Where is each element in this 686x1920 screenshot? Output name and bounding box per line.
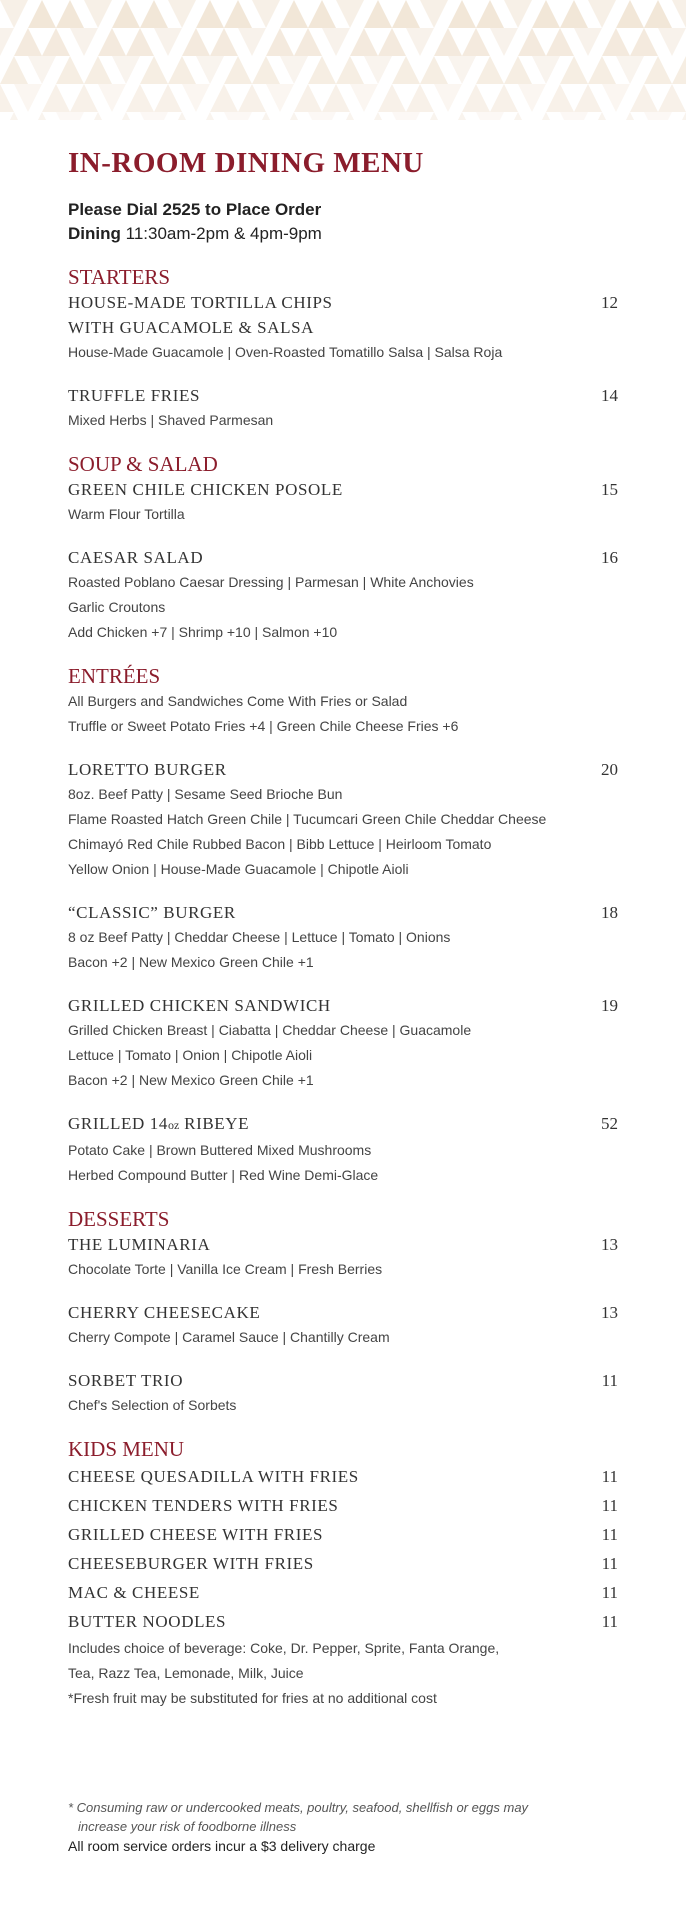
pattern-triangle — [56, 56, 84, 84]
decorative-header-pattern — [0, 0, 686, 120]
pattern-triangle — [126, 28, 154, 56]
entrees-note-line: All Burgers and Sandwiches Come With Fries or Salad — [68, 693, 408, 709]
pattern-triangle — [588, 0, 616, 28]
pattern-triangle — [406, 84, 434, 112]
pattern-triangle — [434, 84, 462, 112]
kids-beverage-note: Includes choice of beverage: Coke, Dr. Pepper, Sprite, Fanta Orange, — [68, 1640, 500, 1656]
pattern-triangle — [532, 56, 560, 84]
item-description: Cherry Compote | Caramel Sauce | Chantilly Cream — [68, 1329, 390, 1345]
pattern-triangle — [574, 28, 602, 56]
item-description: Garlic Croutons — [68, 599, 166, 615]
pattern-triangle — [140, 0, 168, 28]
item-addons: Bacon +2 | New Mexico Green Chile +1 — [68, 1072, 314, 1088]
pattern-triangle — [616, 112, 644, 120]
pattern-triangle — [70, 28, 98, 56]
pattern-triangle — [406, 28, 434, 56]
pattern-triangle — [224, 0, 252, 28]
pattern-triangle — [42, 84, 70, 112]
menu-item-loretto-burger — [68, 757, 618, 882]
pattern-triangle — [476, 0, 504, 28]
item-price: 14 — [601, 386, 618, 405]
item-name: CAESAR SALAD — [68, 548, 204, 567]
pattern-triangle — [308, 112, 336, 120]
section-heading-kids: KIDS MENU — [68, 1437, 185, 1461]
item-price: 11 — [601, 1554, 618, 1573]
pattern-triangle — [672, 56, 686, 84]
entrees-note-line: Truffle or Sweet Potato Fries +4 | Green Chile Cheese Fries +6 — [68, 718, 459, 734]
item-name: LORETTO BURGER — [68, 760, 227, 779]
pattern-triangle — [0, 84, 14, 112]
pattern-triangle — [182, 84, 210, 112]
pattern-triangle — [560, 0, 588, 28]
footer — [68, 1798, 628, 1856]
pattern-triangle — [294, 28, 322, 56]
item-price: 11 — [601, 1612, 618, 1631]
pattern-triangle — [56, 112, 84, 120]
pattern-triangle — [224, 56, 252, 84]
pattern-triangle — [0, 112, 28, 120]
pattern-triangle — [308, 0, 336, 28]
pattern-triangle — [602, 28, 630, 56]
item-name-part: RIBEYE — [179, 1114, 250, 1133]
pattern-triangle — [336, 56, 364, 84]
pattern-triangle — [546, 28, 574, 56]
pattern-triangle — [56, 0, 84, 28]
pattern-triangle — [630, 84, 658, 112]
item-name: GREEN CHILE CHICKEN POSOLE — [68, 480, 343, 499]
item-price: 11 — [601, 1467, 618, 1486]
pattern-triangle — [70, 84, 98, 112]
pattern-triangle — [504, 0, 532, 28]
pattern-triangle — [644, 0, 672, 28]
pattern-triangle — [84, 56, 112, 84]
item-name: HOUSE-MADE TORTILLA CHIPS — [68, 293, 333, 312]
pattern-triangle — [518, 28, 546, 56]
menu-item-caesar-salad — [68, 545, 618, 645]
pattern-triangle — [238, 84, 266, 112]
item-name: BUTTER NOODLES — [68, 1612, 227, 1631]
pattern-triangle — [532, 112, 560, 120]
kids-item — [68, 1549, 618, 1578]
item-name: TRUFFLE FRIES — [68, 386, 201, 405]
menu-item-posole — [68, 477, 618, 527]
pattern-triangle — [616, 0, 644, 28]
item-name — [68, 1111, 249, 1138]
pattern-triangle — [392, 56, 420, 84]
pattern-triangle — [574, 84, 602, 112]
pattern-triangle — [364, 0, 392, 28]
page-title: IN-ROOM DINING MENU — [68, 147, 424, 179]
item-price: 18 — [601, 903, 618, 922]
item-name: GRILLED CHEESE WITH FRIES — [68, 1525, 324, 1544]
item-description: Mixed Herbs | Shaved Parmesan — [68, 412, 274, 428]
item-name: CHEESE QUESADILLA WITH FRIES — [68, 1467, 359, 1486]
section-heading-entrees: ENTRÉES — [68, 664, 161, 688]
item-description: Roasted Poblano Caesar Dressing | Parmesan | White Anchovies — [68, 574, 474, 590]
menu-item-classic-burger — [68, 900, 618, 975]
section-heading-desserts: DESSERTS — [68, 1207, 170, 1231]
pattern-triangle — [476, 112, 504, 120]
pattern-triangle — [420, 112, 448, 120]
item-description: Chocolate Torte | Vanilla Ice Cream | Fresh Berries — [68, 1261, 383, 1277]
pattern-triangle — [434, 28, 462, 56]
pattern-triangle — [602, 84, 630, 112]
pattern-triangle — [392, 0, 420, 28]
menu-item-cherry-cheesecake — [68, 1300, 618, 1350]
kids-item — [68, 1607, 618, 1636]
pattern-triangle — [364, 112, 392, 120]
pattern-triangle — [238, 28, 266, 56]
item-name: CHERRY CHEESECAKE — [68, 1303, 261, 1322]
item-description: House-Made Guacamole | Oven-Roasted Tomatillo Salsa | Salsa Roja — [68, 344, 503, 360]
pattern-triangle — [644, 56, 672, 84]
consumption-warning: * Consuming raw or undercooked meats, poultry, seafood, shellfish or eggs may — [68, 1800, 529, 1815]
pattern-triangle — [504, 56, 532, 84]
menu-item-ribeye — [68, 1111, 618, 1188]
pattern-triangle — [448, 56, 476, 84]
menu-item-truffle-fries — [68, 383, 618, 433]
pattern-triangle — [532, 0, 560, 28]
pattern-triangle — [280, 56, 308, 84]
menu-item-luminaria — [68, 1232, 618, 1282]
kids-item — [68, 1578, 618, 1607]
kids-item — [68, 1520, 618, 1549]
pattern-triangle — [154, 84, 182, 112]
menu-item-tortilla-chips — [68, 290, 618, 365]
delivery-charge-note: All room service orders incur a $3 delivery charge — [68, 1838, 376, 1854]
item-description: Chef's Selection of Sorbets — [68, 1397, 237, 1413]
pattern-triangle — [112, 0, 140, 28]
pattern-triangle — [322, 28, 350, 56]
kids-beverage-note: Tea, Razz Tea, Lemonade, Milk, Juice — [68, 1665, 304, 1681]
pattern-triangle — [658, 84, 686, 112]
pattern-triangle — [196, 56, 224, 84]
entrees-note — [68, 689, 618, 739]
pattern-triangle — [546, 84, 574, 112]
pattern-triangle — [196, 112, 224, 120]
menu-item-chicken-sandwich — [68, 993, 618, 1093]
pattern-triangle — [252, 112, 280, 120]
kids-item — [68, 1491, 618, 1520]
pattern-triangle — [364, 56, 392, 84]
pattern-triangle — [210, 84, 238, 112]
pattern-triangle — [294, 84, 322, 112]
item-name-unit: oz — [167, 1118, 180, 1132]
pattern-triangle — [462, 28, 490, 56]
pattern-triangle — [336, 0, 364, 28]
item-price: 11 — [601, 1583, 618, 1602]
item-price: 12 — [601, 293, 618, 312]
pattern-triangle — [420, 56, 448, 84]
item-description: Grilled Chicken Breast | Ciabatta | Cheddar Cheese | Guacamole — [68, 1022, 472, 1038]
item-name-part: GRILLED 14 — [68, 1114, 168, 1133]
pattern-triangle — [0, 56, 28, 84]
pattern-triangle — [322, 84, 350, 112]
item-price: 19 — [601, 996, 618, 1015]
dining-hours: 11:30am-2pm & 4pm-9pm — [125, 224, 322, 243]
pattern-triangle — [266, 28, 294, 56]
item-description: Flame Roasted Hatch Green Chile | Tucumcari Green Chile Cheddar Cheese — [68, 811, 547, 827]
pattern-triangle — [252, 0, 280, 28]
pattern-triangle — [658, 28, 686, 56]
pattern-triangle — [140, 112, 168, 120]
pattern-triangle — [420, 0, 448, 28]
pattern-triangle — [98, 84, 126, 112]
item-description: Herbed Compound Butter | Red Wine Demi-Glace — [68, 1167, 379, 1183]
item-name-line2: WITH GUACAMOLE & SALSA — [68, 318, 314, 337]
pattern-triangle — [0, 28, 14, 56]
item-price: 16 — [601, 548, 618, 567]
pattern-triangle — [378, 84, 406, 112]
pattern-triangle — [644, 112, 672, 120]
dining-label: Dining — [68, 224, 121, 243]
item-name: MAC & CHEESE — [68, 1583, 200, 1602]
pattern-triangle — [490, 28, 518, 56]
pattern-triangle — [560, 56, 588, 84]
pattern-triangle — [126, 84, 154, 112]
item-description: 8oz. Beef Patty | Sesame Seed Brioche Bun — [68, 786, 343, 802]
item-description: Potato Cake | Brown Buttered Mixed Mushrooms — [68, 1142, 372, 1158]
pattern-triangle — [140, 56, 168, 84]
pattern-triangle — [154, 28, 182, 56]
kids-item-list — [68, 1462, 618, 1636]
item-price: 11 — [601, 1371, 618, 1390]
pattern-triangle — [476, 56, 504, 84]
item-price: 11 — [601, 1496, 618, 1515]
pattern-triangle — [616, 56, 644, 84]
pattern-triangle — [224, 112, 252, 120]
pattern-triangle — [14, 84, 42, 112]
order-phone-line: Please Dial 2525 to Place Order — [68, 200, 322, 219]
pattern-triangle — [28, 56, 56, 84]
pattern-triangle — [308, 56, 336, 84]
section-heading-soup-salad: SOUP & SALAD — [68, 452, 218, 476]
pattern-triangle — [280, 0, 308, 28]
dining-hours-line — [68, 222, 618, 246]
pattern-triangle — [378, 28, 406, 56]
item-addons: Bacon +2 | New Mexico Green Chile +1 — [68, 954, 314, 970]
pattern-triangle — [448, 112, 476, 120]
item-name: THE LUMINARIA — [68, 1235, 211, 1254]
pattern-triangle — [168, 56, 196, 84]
item-price: 15 — [601, 480, 618, 499]
pattern-triangle — [196, 0, 224, 28]
pattern-triangle — [350, 84, 378, 112]
pattern-triangle — [112, 112, 140, 120]
pattern-triangle — [518, 84, 546, 112]
item-name: SORBET TRIO — [68, 1371, 184, 1390]
pattern-triangle — [28, 0, 56, 28]
pattern-triangle — [0, 0, 28, 28]
item-addons: Add Chicken +7 | Shrimp +10 | Salmon +10 — [68, 624, 338, 640]
pattern-triangle — [490, 84, 518, 112]
pattern-triangle — [560, 112, 588, 120]
pattern-triangle — [630, 28, 658, 56]
menu-item-sorbet-trio — [68, 1368, 618, 1418]
item-name: “CLASSIC” BURGER — [68, 903, 236, 922]
pattern-triangle — [462, 84, 490, 112]
item-description: 8 oz Beef Patty | Cheddar Cheese | Lettuce | Tomato | Onions — [68, 929, 451, 945]
item-price: 52 — [601, 1114, 618, 1133]
pattern-triangle — [168, 112, 196, 120]
pattern-triangle — [504, 112, 532, 120]
pattern-triangle — [350, 28, 378, 56]
pattern-triangle — [588, 56, 616, 84]
pattern-triangle — [182, 28, 210, 56]
item-price: 13 — [601, 1235, 618, 1254]
pattern-triangle — [210, 28, 238, 56]
item-name: GRILLED CHICKEN SANDWICH — [68, 996, 331, 1015]
kids-fruit-note: *Fresh fruit may be substituted for fries at no additional cost — [68, 1690, 437, 1706]
pattern-triangle — [672, 112, 686, 120]
pattern-triangle — [84, 0, 112, 28]
order-instructions — [68, 198, 618, 246]
pattern-triangle — [98, 28, 126, 56]
kids-item — [68, 1462, 618, 1491]
consumption-warning-line2: increase your risk of foodborne illness — [78, 1819, 297, 1834]
pattern-triangle — [448, 0, 476, 28]
pattern-triangle — [14, 28, 42, 56]
pattern-triangle — [280, 112, 308, 120]
pattern-triangle — [112, 56, 140, 84]
pattern-triangle — [42, 28, 70, 56]
pattern-triangle — [392, 112, 420, 120]
pattern-triangle — [168, 0, 196, 28]
menu-content — [68, 146, 618, 1711]
section-heading-starters: STARTERS — [68, 265, 171, 289]
pattern-triangle — [252, 56, 280, 84]
pattern-triangle — [336, 112, 364, 120]
item-description: Yellow Onion | House-Made Guacamole | Chipotle Aioli — [68, 861, 409, 877]
item-description: Warm Flour Tortilla — [68, 506, 185, 522]
pattern-triangle — [28, 112, 56, 120]
item-name: CHEESEBURGER WITH FRIES — [68, 1554, 314, 1573]
pattern-triangle — [84, 112, 112, 120]
item-price: 11 — [601, 1525, 618, 1544]
item-description: Chimayó Red Chile Rubbed Bacon | Bibb Lettuce | Heirloom Tomato — [68, 836, 492, 852]
item-price: 20 — [601, 760, 618, 779]
item-price: 13 — [601, 1303, 618, 1322]
pattern-triangle — [588, 112, 616, 120]
item-description: Lettuce | Tomato | Onion | Chipotle Aioli — [68, 1047, 313, 1063]
pattern-triangle — [266, 84, 294, 112]
item-name: CHICKEN TENDERS WITH FRIES — [68, 1496, 339, 1515]
pattern-triangle — [672, 0, 686, 28]
